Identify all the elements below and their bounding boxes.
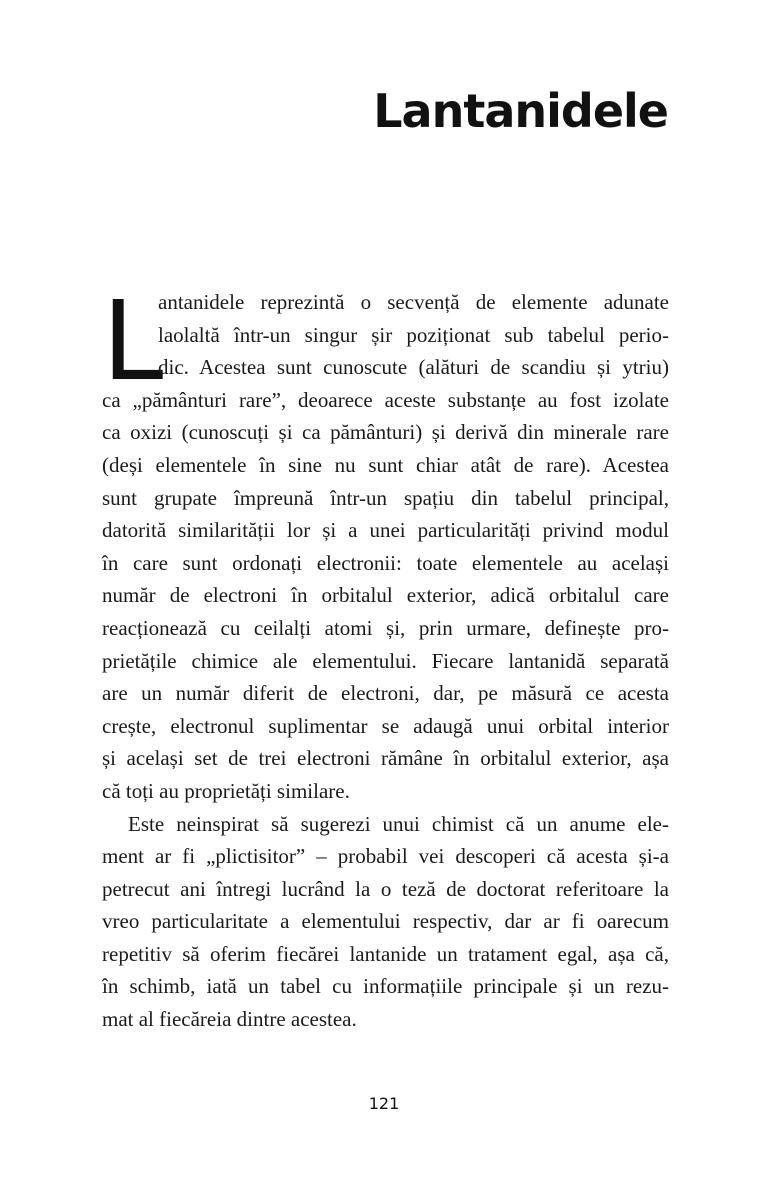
- text-line: datorită similarității lor și a unei particularități privind modul: [102, 518, 669, 543]
- text-line: în care sunt ordonați electronii: toate elementele au același: [102, 550, 669, 575]
- text-line: antanidele reprezintă o secvență de elemente adunate: [158, 290, 669, 314]
- drop-cap-letter: L: [102, 277, 164, 405]
- paragraph-1: [102, 277, 669, 808]
- text-line: reacționează cu ceilalți atomi și, prin urmare, definește pro-: [102, 615, 669, 640]
- text-line: ment ar fi „plictisitor” – probabil vei descoperi că acesta și-a: [102, 844, 669, 869]
- text-line: mat al fiecăreia dintre acestea.: [102, 1007, 357, 1032]
- text-line: laolaltă într-un singur șir poziționat sub tabelul perio-: [158, 322, 669, 347]
- text-line: ca „pământuri rare”, deoarece aceste substanțe au fost izolate: [102, 387, 669, 412]
- text-line: că toți au proprietăți similare.: [102, 778, 350, 803]
- text-line: Este neinspirat să sugerezi unui chimist că un anume ele-: [128, 811, 669, 836]
- text-line: repetitiv să oferim fiecărei lantanide un tratament egal, așa că,: [102, 941, 669, 966]
- body-text: [102, 277, 669, 1036]
- text-line: număr de electroni în orbitalul exterior, adică orbitalul care: [102, 583, 669, 608]
- text-line: prietățile chimice ale elementului. Fiecare lantanidă separată: [102, 648, 669, 673]
- page-number: 121: [368, 1094, 400, 1113]
- text-line: petrecut ani întregi lucrând la o teză de doctorat referitoare la: [102, 876, 669, 901]
- chapter-title: Lantanidele: [373, 84, 668, 138]
- text-line: crește, electronul suplimentar se adaugă unui orbital interior: [102, 713, 669, 738]
- text-line: dic. Acestea sunt cunoscute (alături de scandiu și ytriu): [158, 355, 669, 380]
- text-line: are un număr diferit de electroni, dar, pe măsură ce acesta: [102, 681, 669, 706]
- paragraph-2: [102, 808, 669, 1036]
- text-line: sunt grupate împreună într-un spațiu din tabelul principal,: [102, 485, 669, 510]
- text-line: și același set de trei electroni rămâne în orbitalul exterior, așa: [102, 746, 669, 771]
- text-line: vreo particularitate a elementului respectiv, dar ar fi oarecum: [102, 909, 669, 934]
- text-line: ca oxizi (cunoscuți și ca pământuri) și derivă din minerale rare: [102, 420, 669, 445]
- text-line: (deși elementele în sine nu sunt chiar atât de rare). Acestea: [102, 452, 669, 477]
- text-line: în schimb, iată un tabel cu informațiile principale și un rezu-: [102, 974, 669, 999]
